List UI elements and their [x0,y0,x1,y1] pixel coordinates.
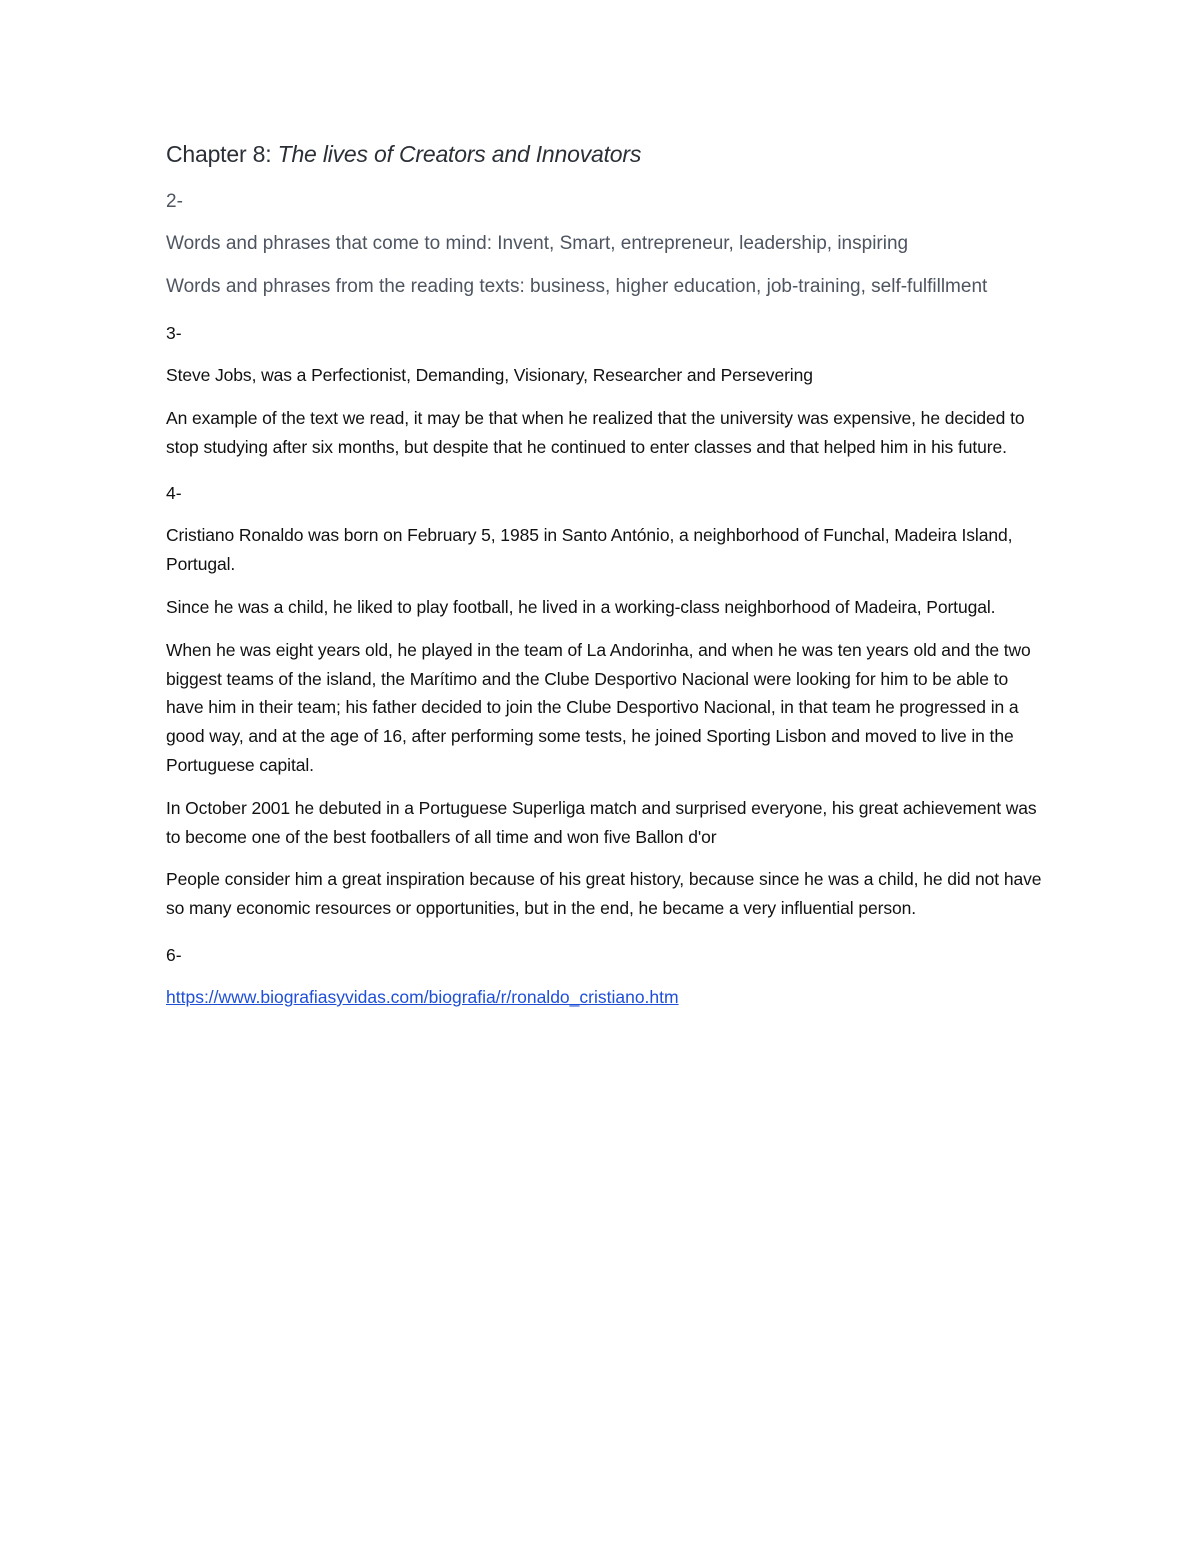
chapter-title [166,138,1046,170]
source-link[interactable]: https://www.biografiasyvidas.com/biografia/r/ronaldo_cristiano.htm [166,986,679,1007]
words-from-mind: Words and phrases that come to mind: Invent, Smart, entrepreneur, leadership, inspiring [166,233,909,254]
steve-jobs-example: An example of the text we read, it may be that when he realized that the university was expensive, he decided to stop studying after six months, but despite that he continued to enter classes and that helped him in his future. [166,407,1025,457]
chapter-title-italic: The lives of Creators and Innovators [277,141,642,167]
ronaldo-career-paragraph: When he was eight years old, he played in the team of La Andorinha, and when he was ten years old and the two biggest teams of the island, the Marítimo and the Clube Desportivo Nacional were looking for him to be able to have him in their team; his father decided to join the Clube Desportivo Nacional, in that team he progressed in a good way, and at the age of 16, after performing some tests, he joined Sporting Lisbon and moved to live in the Portuguese capital. [166,639,1031,775]
source-link-container [166,983,1046,1011]
ronaldo-childhood-paragraph: Since he was a child, he liked to play football, he lived in a working-class neighborhood of Madeira, Portugal. [166,596,996,617]
section-4-number: 4- [166,483,182,504]
section-6-number: 6- [166,944,182,965]
steve-jobs-traits: Steve Jobs, was a Perfectionist, Demanding, Visionary, Researcher and Persevering [166,365,813,385]
ronaldo-birth-paragraph: Cristiano Ronaldo was born on February 5, 1985 in Santo António, a neighborhood of Funchal, Madeira Island, Portugal. [166,525,1013,575]
section-3-number: 3- [166,323,182,343]
chapter-title-prefix: Chapter 8: [166,141,278,167]
words-from-reading: Words and phrases from the reading texts: business, higher education, job-training, self-fulfillment [166,275,988,297]
ronaldo-debut-paragraph: In October 2001 he debuted in a Portuguese Superliga match and surprised everyone, his great achievement was to become one of the best footballers of all time and won five Ballon d'or [166,797,1037,847]
document-page [166,138,1046,1011]
section-2-number: 2- [166,191,183,212]
ronaldo-inspiration-paragraph: People consider him a great inspiration because of his great history, because since he was a child, he did not have so many economic resources or opportunities, but in the end, he became a very influential person. [166,869,1042,919]
